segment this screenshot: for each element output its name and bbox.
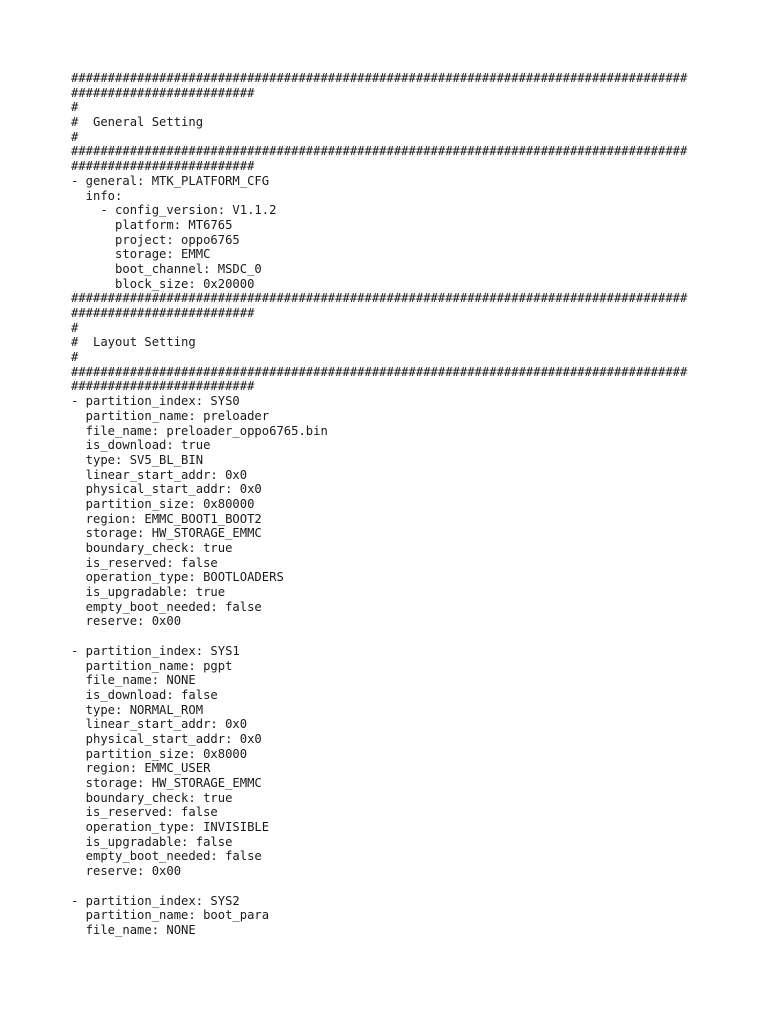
separator-line: ######################### — [71, 379, 255, 394]
code-line: block_size: 0x20000 — [71, 276, 255, 291]
code-line: file_name: preloader_oppo6765.bin — [71, 423, 328, 438]
code-line: info: — [71, 188, 123, 203]
code-line: empty_boot_needed: false — [71, 849, 262, 864]
code-line: partition_name: pgpt — [71, 658, 233, 673]
code-line: type: NORMAL_ROM — [71, 702, 204, 717]
blank-line — [71, 629, 711, 644]
code-line: - partition_index: SYS2 — [71, 893, 240, 908]
code-line: operation_type: BOOTLOADERS — [71, 570, 284, 585]
code-line: is_download: false — [71, 687, 218, 702]
code-line: operation_type: INVISIBLE — [71, 820, 270, 835]
code-line: file_name: NONE — [71, 673, 196, 688]
code-line: linear_start_addr: 0x0 — [71, 717, 248, 732]
code-line: linear_start_addr: 0x0 — [71, 467, 248, 482]
code-line: empty_boot_needed: false — [71, 599, 262, 614]
code-line: storage: HW_STORAGE_EMMC — [71, 526, 262, 541]
separator-line: ######################### — [71, 306, 255, 320]
code-line: boot_channel: MSDC_0 — [71, 261, 262, 276]
comment-line: # — [71, 350, 79, 365]
comment-line: # — [71, 320, 79, 335]
code-line: partition_size: 0x8000 — [71, 746, 248, 761]
code-line: - partition_index: SYS1 — [71, 643, 240, 658]
code-line: physical_start_addr: 0x0 — [71, 482, 262, 497]
section-heading: # Layout Setting — [71, 335, 196, 350]
code-line: storage: HW_STORAGE_EMMC — [71, 776, 262, 790]
blank-line — [71, 879, 711, 894]
separator-line: ######################### — [71, 85, 255, 100]
code-line: partition_size: 0x80000 — [71, 496, 255, 511]
code-line: is_upgradable: true — [71, 585, 226, 600]
code-line: is_reserved: false — [71, 805, 218, 820]
comment-line: # — [71, 129, 79, 144]
separator-line: #################################################################################### — [71, 144, 688, 159]
comment-line: # — [71, 100, 79, 115]
code-line: - config_version: V1.1.2 — [71, 203, 277, 218]
code-line: - general: MTK_PLATFORM_CFG — [71, 173, 270, 188]
code-line: is_upgradable: false — [71, 834, 233, 849]
code-line: boundary_check: true — [71, 541, 233, 555]
code-line: boundary_check: true — [71, 790, 233, 805]
separator-line: #################################################################################### — [71, 364, 688, 379]
separator-line: #################################################################################### — [71, 71, 688, 85]
code-line: - partition_index: SYS0 — [71, 394, 240, 409]
code-line: physical_start_addr: 0x0 — [71, 731, 262, 746]
code-line: storage: EMMC — [71, 247, 211, 262]
code-line: reserve: 0x00 — [71, 864, 182, 879]
code-line: project: oppo6765 — [71, 232, 240, 247]
code-line: type: SV5_BL_BIN — [71, 452, 204, 467]
code-line: reserve: 0x00 — [71, 614, 182, 629]
separator-line: #################################################################################### — [71, 291, 688, 306]
code-line: partition_name: preloader — [71, 408, 270, 423]
code-line: region: EMMC_BOOT1_BOOT2 — [71, 511, 262, 526]
scatter-file-text — [71, 71, 711, 938]
separator-line: ######################### — [71, 159, 255, 174]
code-line: file_name: NONE — [71, 922, 196, 937]
code-line: partition_name: boot_para — [71, 908, 270, 923]
code-line: region: EMMC_USER — [71, 761, 211, 776]
code-line: is_reserved: false — [71, 555, 218, 570]
code-line: is_download: true — [71, 438, 211, 453]
code-line: platform: MT6765 — [71, 217, 233, 232]
section-heading: # General Setting — [71, 115, 204, 130]
